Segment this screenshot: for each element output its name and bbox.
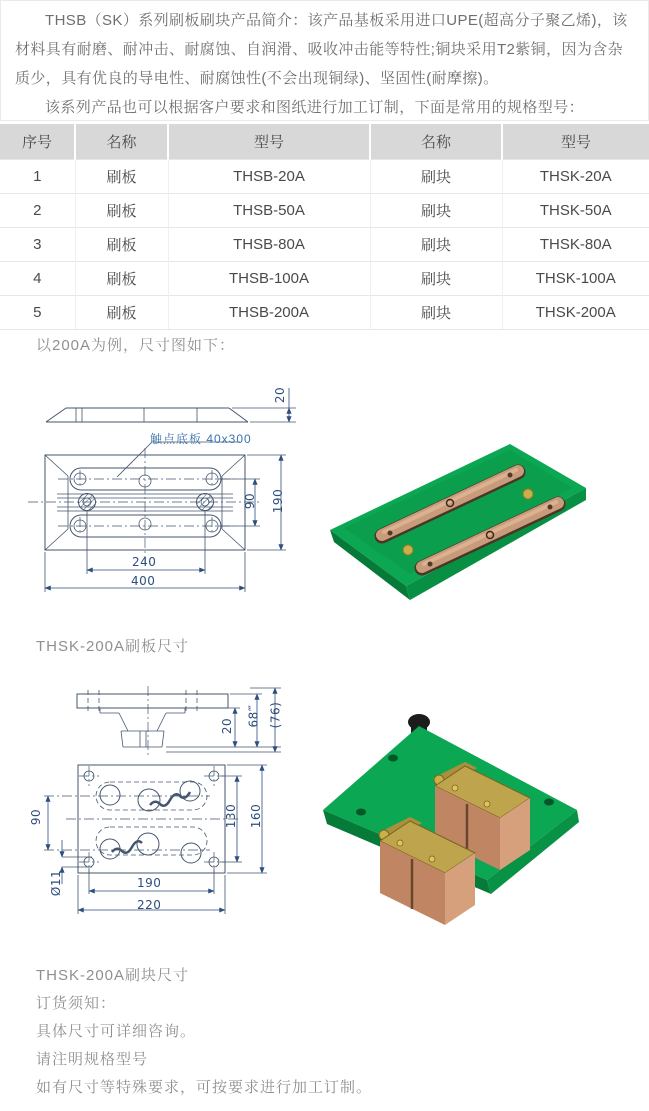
table-cell: 刷块	[370, 194, 502, 228]
table-header-row	[0, 124, 649, 160]
table-header-cell: 序号	[0, 124, 75, 160]
table-header-cell: 名称	[75, 124, 168, 160]
order-notes-title: 订货须知：	[36, 995, 117, 1012]
table-cell: THSB-100A	[168, 262, 370, 296]
intro-paragraph-2: 该系列产品也可以根据客户要求和图纸进行加工订制，下面是常用的规格型号：	[45, 99, 585, 116]
intro-box	[0, 0, 649, 121]
order-note-line: 请注明规格型号	[36, 1051, 149, 1068]
part-label-contact-base: 触点底板 40x300	[150, 432, 252, 446]
dim-block-hole-diameter: Ø11	[49, 869, 64, 897]
dim-block-hole-span-v: 130	[224, 803, 239, 829]
table-cell: THSK-50A	[502, 194, 649, 228]
table-cell: THSB-80A	[168, 228, 370, 262]
dim-plate-thickness: 20	[273, 386, 288, 404]
dim-plate-width: 400	[131, 574, 156, 588]
order-note-line: 具体尺寸可详细咨询。	[36, 1023, 197, 1040]
table-cell: 刷板	[75, 296, 168, 330]
table-cell: THSK-200A	[502, 296, 649, 330]
table-row	[0, 160, 649, 194]
table-cell: 5	[0, 296, 75, 330]
photo-brush-block	[315, 708, 610, 958]
spec-table	[0, 124, 649, 330]
table-cell: 刷块	[370, 228, 502, 262]
example-note: 以200A为例，尺寸图如下：	[36, 337, 236, 354]
table-cell: 刷块	[370, 262, 502, 296]
table-row	[0, 194, 649, 228]
dim-block-height-plate: 160	[249, 803, 264, 829]
dim-plate-bolt-spacing: 240	[132, 555, 157, 569]
order-note-line: 如有尺寸等特殊要求，可按要求进行加工订制。	[36, 1079, 373, 1096]
table-cell: 2	[0, 194, 75, 228]
dim-plate-row-spacing: 90	[243, 492, 258, 510]
table-cell: 3	[0, 228, 75, 262]
dim-block-width: 220	[137, 898, 162, 912]
table-cell: 刷板	[75, 160, 168, 194]
dim-block-height: 20	[220, 717, 235, 735]
table-cell: 刷板	[75, 262, 168, 296]
table-cell: THSB-200A	[168, 296, 370, 330]
table-cell: 刷块	[370, 160, 502, 194]
caption-brush-block: THSK-200A刷块尺寸	[36, 967, 190, 984]
table-cell: 刷块	[370, 296, 502, 330]
dim-plate-height: 190	[271, 488, 286, 514]
table-header-cell: 型号	[502, 124, 649, 160]
table-row	[0, 262, 649, 296]
table-cell: 刷板	[75, 194, 168, 228]
intro-paragraph-1: THSB（SK）系列刷板刷块产品简介：该产品基板采用进口UPE(超高分子聚乙烯)，该材料具有耐磨、耐冲击、耐腐蚀、自润滑、吸收冲击能等特性;铜块采用T2紫铜，因为含杂质少，具有优良的导电性、耐腐蚀性(不会出现铜绿)、坚固性(耐摩擦)。	[15, 12, 628, 87]
table-cell: 4	[0, 262, 75, 296]
table-row	[0, 228, 649, 262]
table-cell: THSK-20A	[502, 160, 649, 194]
photo-brush-plate	[320, 428, 610, 623]
dim-block-hole-span-h: 190	[137, 876, 162, 890]
table-cell: 刷板	[75, 228, 168, 262]
dim-block-height-inner: 68‴	[246, 704, 261, 728]
table-cell: THSB-20A	[168, 160, 370, 194]
dim-block-row-spacing: 90	[29, 808, 44, 826]
table-row	[0, 296, 649, 330]
table-cell: THSB-50A	[168, 194, 370, 228]
table-header-cell: 名称	[370, 124, 502, 160]
dim-block-height-overall: (76)	[268, 701, 283, 729]
table-cell: 1	[0, 160, 75, 194]
table-cell: THSK-100A	[502, 262, 649, 296]
table-header-cell: 型号	[168, 124, 370, 160]
table-cell: THSK-80A	[502, 228, 649, 262]
caption-brush-plate: THSK-200A刷板尺寸	[36, 638, 190, 655]
